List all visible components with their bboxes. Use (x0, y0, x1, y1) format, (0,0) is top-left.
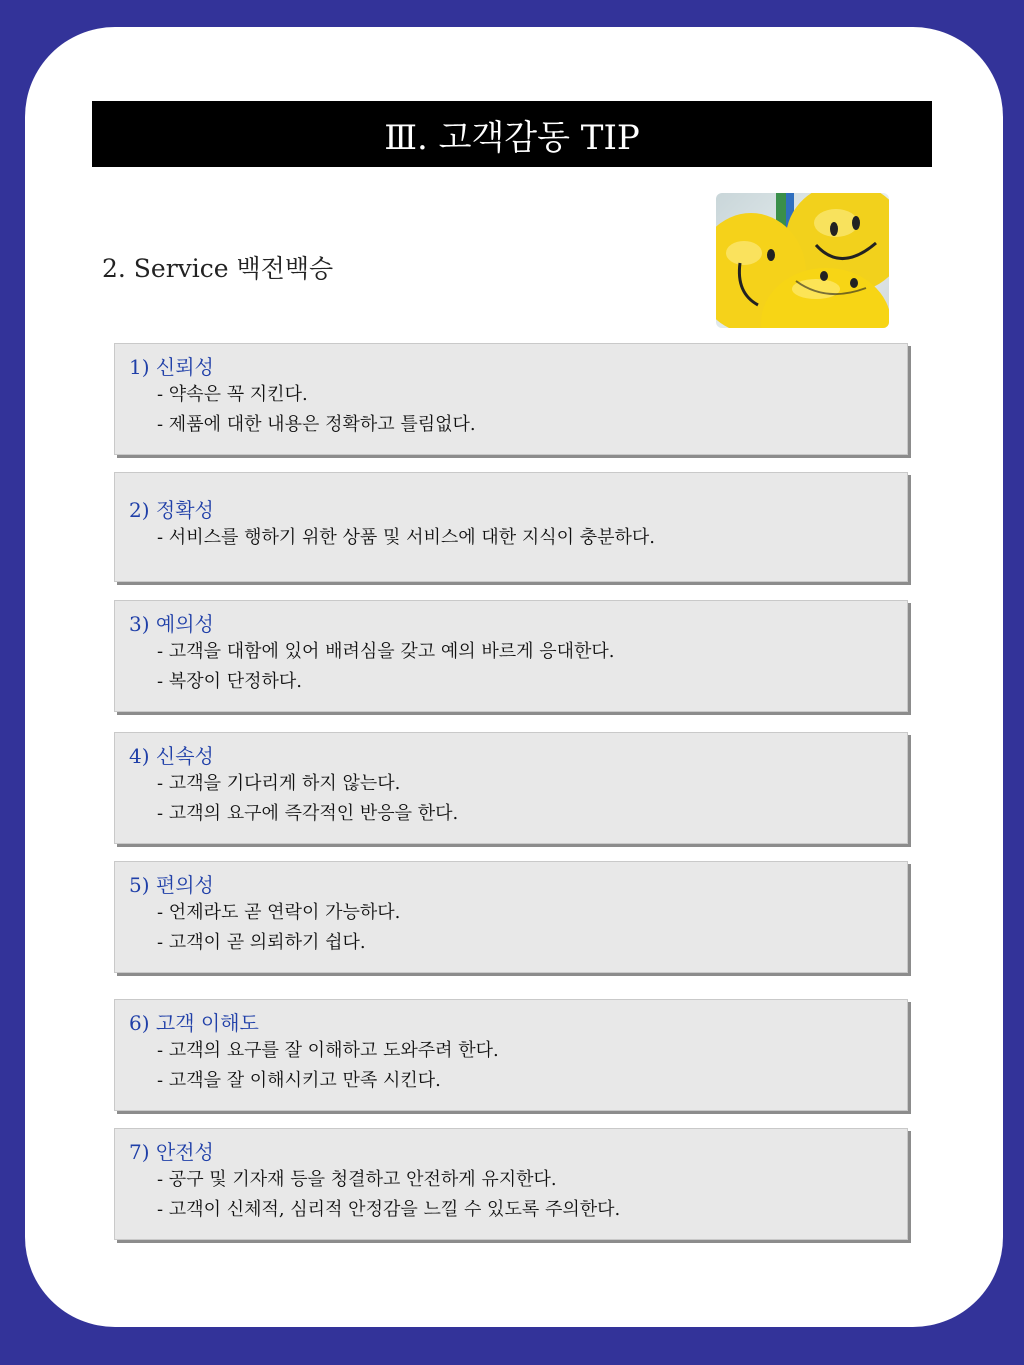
card-title: 1) 신뢰성 (129, 355, 214, 379)
card-title: 6) 고객 이해도 (129, 1011, 259, 1035)
card-line: - 서비스를 행하기 위한 상품 및 서비스에 대한 지식이 충분하다. (157, 527, 655, 548)
card-accuracy (114, 472, 908, 582)
card-line: - 약속은 꼭 지킨다. (157, 384, 308, 405)
page-panel (25, 27, 1003, 1327)
card-title: 4) 신속성 (129, 744, 214, 768)
card-title: 3) 예의성 (129, 612, 214, 636)
card-line: - 고객을 잘 이해시키고 만족 시킨다. (157, 1070, 441, 1091)
card-line: - 고객을 기다리게 하지 않는다. (157, 773, 401, 794)
card-customer-understanding (114, 999, 908, 1111)
card-promptness (114, 732, 908, 844)
card-line: - 고객을 대함에 있어 배려심을 갖고 예의 바르게 응대한다. (157, 641, 615, 662)
card-reliability (114, 343, 908, 455)
smiley-balloons-icon (716, 193, 889, 328)
card-title: 5) 편의성 (129, 873, 214, 897)
title-bar (92, 101, 932, 167)
section-subtitle: 2. Service 백전백승 (102, 254, 334, 283)
page-title: Ⅲ. 고객감동 TIP (384, 117, 640, 158)
card-title: 7) 안전성 (129, 1140, 214, 1164)
card-line: - 공구 및 기자재 등을 청결하고 안전하게 유지한다. (157, 1169, 557, 1190)
card-line: - 제품에 대한 내용은 정확하고 틀림없다. (157, 414, 476, 435)
card-courtesy (114, 600, 908, 712)
card-line: - 고객이 곧 의뢰하기 쉽다. (157, 932, 366, 953)
card-title: 2) 정확성 (129, 498, 214, 522)
card-line: - 고객의 요구를 잘 이해하고 도와주려 한다. (157, 1040, 499, 1061)
card-safety (114, 1128, 908, 1240)
card-line: - 복장이 단정하다. (157, 671, 302, 692)
card-line: - 고객이 신체적, 심리적 안정감을 느낄 수 있도록 주의한다. (157, 1199, 621, 1220)
card-line: - 고객의 요구에 즉각적인 반응을 한다. (157, 803, 459, 824)
card-line: - 언제라도 곧 연락이 가능하다. (157, 902, 401, 923)
card-convenience (114, 861, 908, 973)
